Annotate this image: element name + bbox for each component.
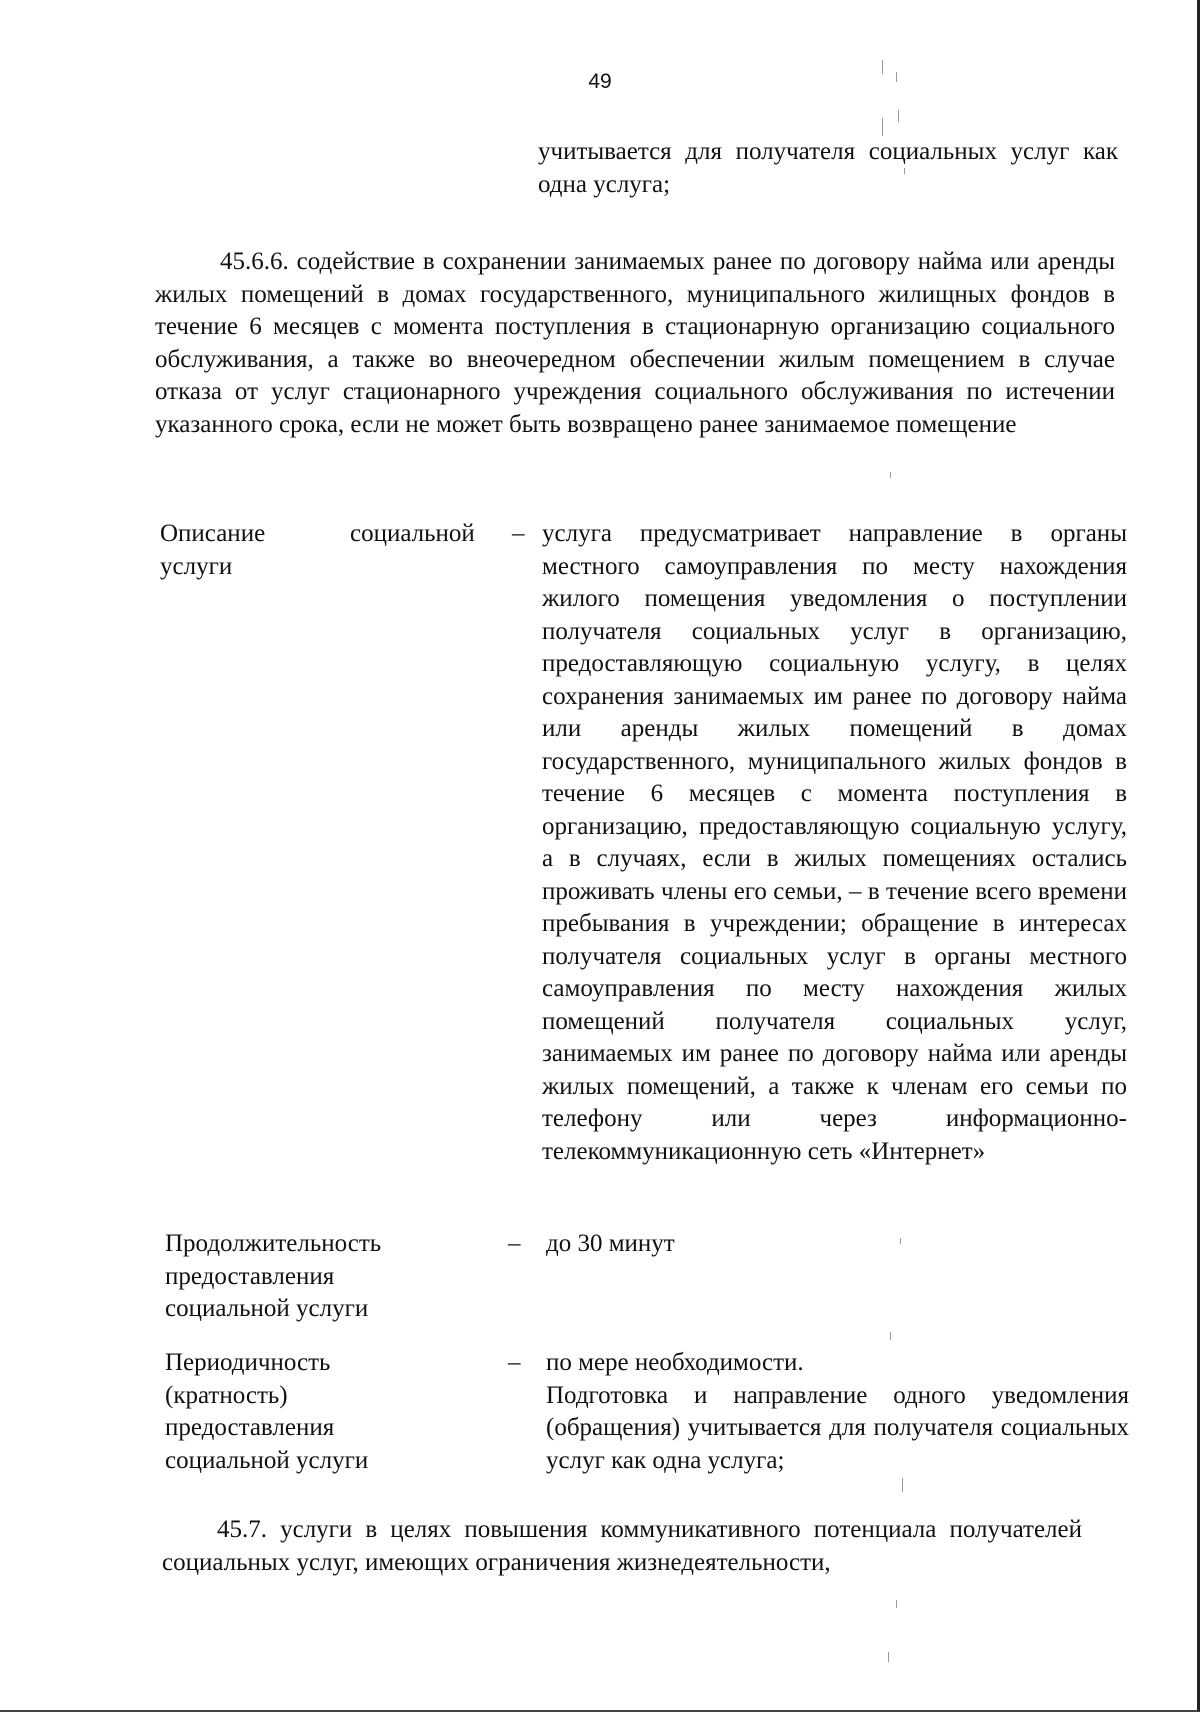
periodicity-label-line4: социальной услуги [165, 1446, 369, 1474]
duration-label [165, 1228, 465, 1326]
continuation-text: учитывается для получателя социальных услуг как одна услуга; [538, 138, 1118, 198]
description-label-word3: услуги [160, 552, 233, 580]
periodicity-label-line2: (кратность) [165, 1381, 288, 1409]
duration-dash: – [508, 1230, 521, 1257]
periodicity-label-line1: Периодичность [165, 1349, 331, 1376]
duration-value: до 30 минут [546, 1230, 675, 1257]
section-45-6-6: 45.6.6. содействие в сохранении занимаемых ранее по договору найма или аренды жилых помещений в домах государственного, муниципального жилищных фондов в течение 6 месяцев с момента поступления в стационарную организацию социального обслуживания, а также во внеочередном обеспечении жилым помещением в случае отказа от услуг стационарного учреждения социального обслуживания по истечении указанного срока, если не может быть возвращено ранее занимаемое помещение [155, 248, 1115, 438]
duration-label-line1: Продолжительность [165, 1230, 382, 1257]
periodicity-value [546, 1347, 1129, 1477]
description-dash: – [512, 520, 525, 547]
description-label-word1: Описание [160, 520, 266, 547]
periodicity-label-line3: предоставления [165, 1414, 335, 1441]
description-label [160, 518, 520, 583]
periodicity-value-rest: Подготовка и направление одного уведомления (обращения) учитывается для получателя социальных услуг как одна услуга; [546, 1381, 1129, 1474]
duration-label-line3: социальной услуги [165, 1295, 369, 1322]
description-value: услуга предусматривает направление в органы местного самоуправления по месту нахождения жилого помещения уведомления о поступлении получателя социальных услуг в организацию, предоставляющую социальную услугу, в целях сохранения занимаемых им ранее по договору найма или аренды жилых помещений в домах государственного, муниципального жилых фондов в течение 6 месяцев с момента поступления в организацию, предоставляющую социальную услугу, а в случаях, если в жилых помещениях остались проживать члены его семьи, – в течение всего времени пребывания в учреждении; обращение в интересах получателя социальных услуг в органы местного самоуправления по месту нахождения жилых помещений получателя социальных услуг, занимаемых им ранее по договору найма или аренды жилых помещений, а также к членам его семьи по телефону или через информационно-телекоммуникационную сеть «Интернет» [542, 520, 1127, 1165]
periodicity-dash: – [508, 1349, 521, 1376]
page-number: 49 [588, 70, 612, 93]
duration-label-line2: предоставления [165, 1262, 335, 1290]
periodicity-value-line1: по мере необходимости. [546, 1349, 804, 1376]
section-45-7: 45.7. услуги в целях повышения коммуникативного потенциала получателей социальных услуг, имеющих ограничения жизнедеятельности, [162, 1516, 1082, 1576]
periodicity-label [165, 1347, 465, 1477]
description-label-word2: социальной [350, 520, 475, 547]
